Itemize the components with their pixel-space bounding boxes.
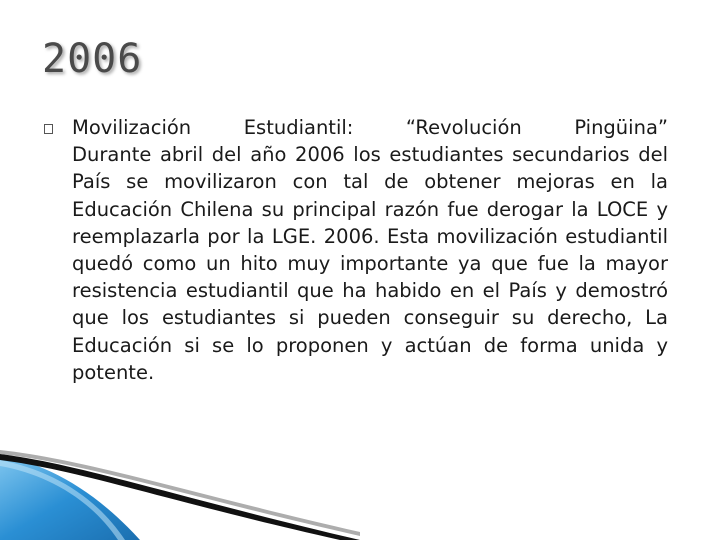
bullet-paragraph — [72, 114, 668, 386]
bullet-text: Durante abril del año 2006 los estudiantes secundarios del País se movilizaron con tal de obtener mejoras en la Educación Chilena su principal razón fue derogar la LOCE y reemplazarla por la LGE. 2006. Esta movilización estudiantil quedó como un hito muy importante ya que fue la mayor resistencia estudiantil que ha habido en el País y demostró que los estudiantes si pueden conseguir su derecho, La Educación si se lo proponen y actúan de forma unida y potente. — [72, 143, 668, 384]
slide-title: 2006 — [42, 36, 143, 82]
bullet-square-icon — [44, 124, 53, 134]
bullet-heading: Movilización Estudiantil: “Revolución Pingüina” — [72, 116, 668, 139]
corner-swoosh-decoration — [0, 440, 360, 540]
